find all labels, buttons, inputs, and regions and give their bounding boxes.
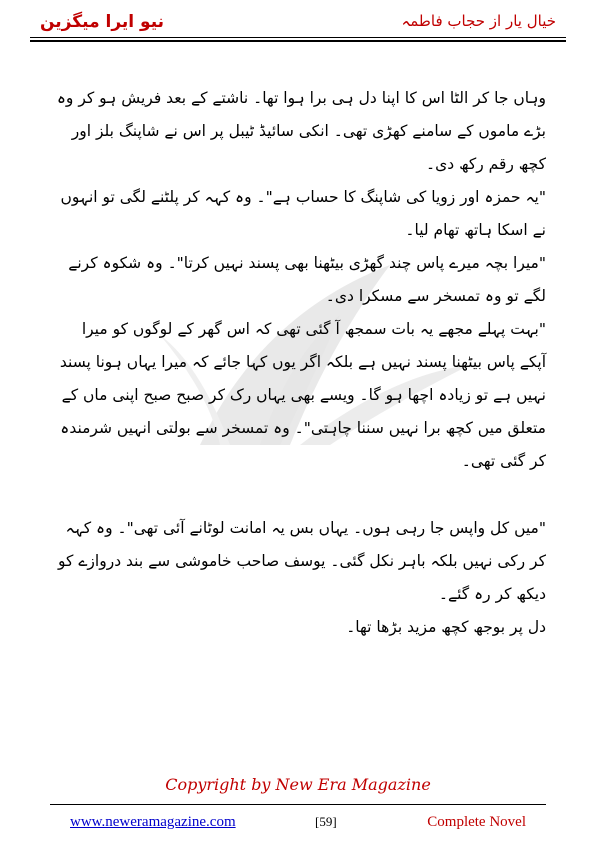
header-divider-thick bbox=[30, 40, 566, 42]
copyright-notice: Copyright by New Era Magazine bbox=[165, 775, 431, 794]
paragraph: وہاں جا کر الٹا اس کا اپنا دل ہی برا ہوا تھا۔ ناشتے کے بعد فریش ہو کر وہ بڑے ماموں کے سامنے کھڑی تھی۔ انکی سائیڈ ٹیبل پر اس نے شاپنگ بلز اور کچھ رقم رکھ دی۔ bbox=[56, 89, 546, 173]
paragraph: "یہ حمزہ اور زویا کی شاپنگ کا حساب ہے"۔ وہ کہہ کر پلٹنے لگی تو انہوں نے اسکا ہاتھ تھام لیا۔ bbox=[60, 188, 546, 239]
paragraph: "میرا بچہ میرے پاس چند گھڑی بیٹھنا بھی پسند نہیں کرتا"۔ وہ شکوہ کرنے لگے تو وہ تمسخر سے مسکرا دی۔ bbox=[68, 254, 546, 305]
paragraph: "بہت پہلے مجھے یہ بات سمجھ آ گئی تھی کہ اس گھر کے لوگوں کو میرا آپکے پاس بیٹھنا پسند نہیں ہے بلکہ اگر یوں کہا جائے کہ میرا یہاں ہونا پسند نہیں ہے تو زیادہ اچھا ہو گا۔ ویسے بھی یہاں رک کر صبح صبح اپنی ماں کے متعلق میں کچھ برا نہیں سننا چاہتی"۔ وہ تمسخر سے بولتی انہیں شرمندہ کر گئی تھی۔ bbox=[59, 320, 546, 470]
footer-divider bbox=[50, 804, 546, 805]
paragraph: دل پر بوجھ کچھ مزید بڑھا تھا۔ bbox=[346, 618, 546, 636]
page-number: [59] bbox=[315, 814, 337, 829]
article-body bbox=[56, 82, 546, 644]
website-link[interactable]: www.neweramagazine.com bbox=[70, 814, 236, 830]
paragraph-gap bbox=[56, 478, 546, 512]
page-footer bbox=[70, 814, 526, 836]
novel-title-author: خیال یار از حجاب فاطمہ bbox=[401, 12, 556, 30]
magazine-name: نیو ایرا میگزین bbox=[40, 12, 165, 32]
paragraph: "میں کل واپس جا رہی ہوں۔ یہاں بس یہ امانت لوٹانے آئی تھی"۔ وہ کہہ کر رکی نہیں بلکہ باہر نکل گئی۔ یوسف صاحب خاموشی سے بند دروازے کو دیکھ کر رہ گئے۔ bbox=[58, 519, 546, 603]
complete-novel-label: Complete Novel bbox=[427, 814, 526, 830]
header-divider bbox=[30, 37, 566, 38]
page-header bbox=[40, 8, 556, 38]
